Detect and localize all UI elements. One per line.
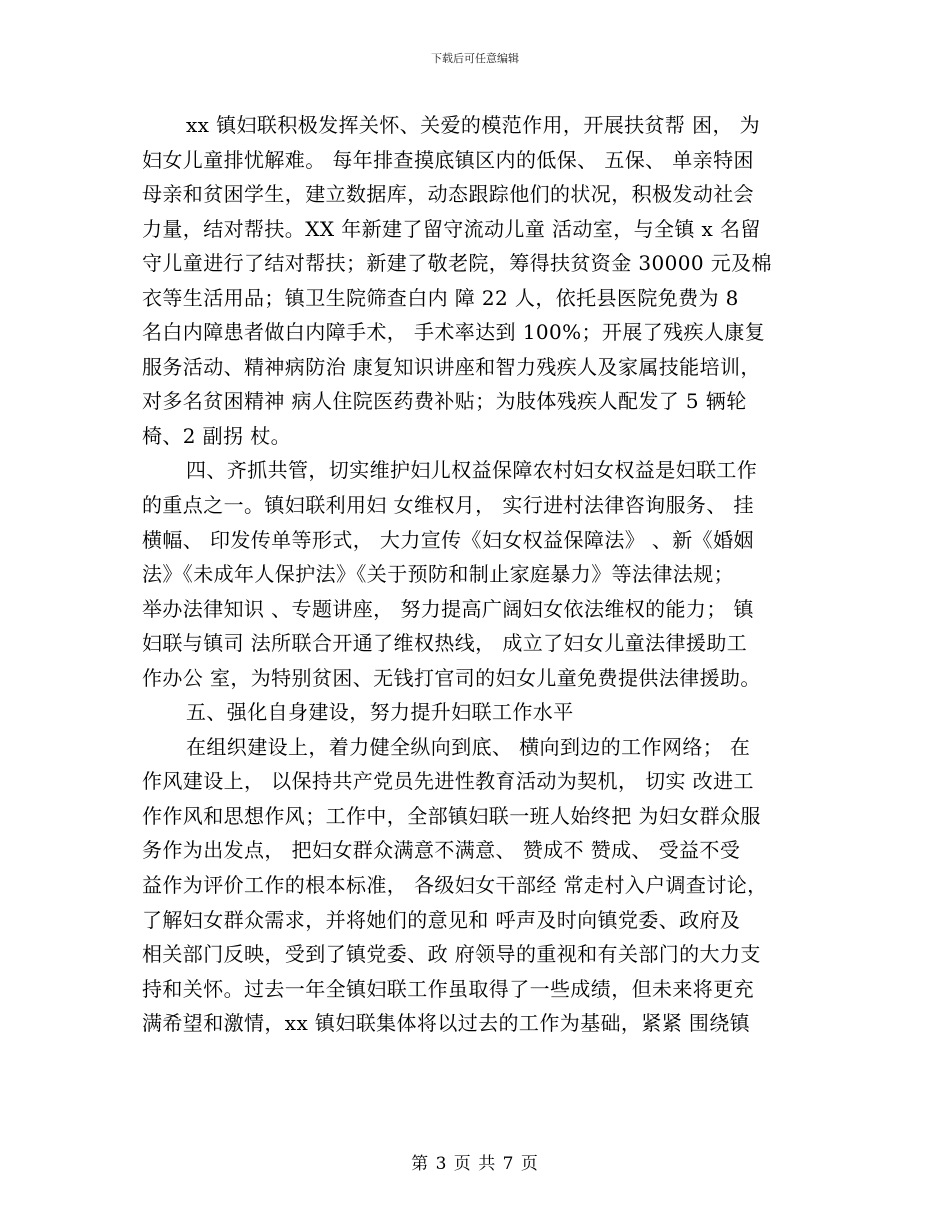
text-line: 持和关怀。过去一年全镇妇联工作虽取得了一些成绩，但未来将更充 <box>142 976 754 1001</box>
text-line: 守儿童进行了结对帮扶；新建了敬老院，筹得扶贫资金 30000 元及棉 <box>142 251 772 276</box>
text-line: 妇女儿童排忧解难。 每年排查摸底镇区内的低保、 五保、 单亲特困 <box>142 147 754 172</box>
text-line: 衣等生活用品；镇卫生院筛查白内 障 22 人，依托县医院免费为 8 <box>142 285 739 310</box>
text-line: 母亲和贫困学生，建立数据库，动态跟踪他们的状况，积极发动社会 <box>142 182 754 207</box>
document-body <box>142 108 810 1041</box>
page-number: 第 3 页 共 7 页 <box>411 1154 539 1174</box>
text-line: 满希望和激情，xx 镇妇联集体将以过去的工作为基础，紧紧 围绕镇 <box>142 1011 751 1036</box>
text-line: 作办公 室，为特别贫困、无钱打官司的妇女儿童免费提供法律援助。 <box>142 665 761 690</box>
text-line: 作作风和思想作风；工作中，全部镇妇联一班人始终把 为妇女群众服 <box>142 803 761 828</box>
text-line: 了解妇女群众需求，并将她们的意见和 呼声及时向镇党委、政府及 <box>142 907 741 932</box>
text-line: 作风建设上， 以保持共产党员先进性教育活动为契机， 切实 改进工 <box>142 769 754 794</box>
text-line: 椅、2 副拐 杖。 <box>142 423 292 448</box>
text-line: 相关部门反映，受到了镇党委、政 府领导的重视和有关部门的大力支 <box>142 942 761 967</box>
page-header: 下载后可任意编辑 <box>431 52 519 65</box>
text-line: 横幅、 印发传单等形式， 大力宣传《妇女权益保障法》 、新《婚姻 <box>142 527 754 552</box>
text-line: 服务活动、精神病防治 康复知识讲座和智力残疾人及家属技能培训， <box>142 354 761 379</box>
section-heading-line: 四、齐抓共管，切实维护妇儿权益保障农村妇女权益是妇联工作 <box>186 458 758 483</box>
text-line: 名白内障患者做白内障手术， 手术率达到 100%；开展了残疾人康复 <box>142 320 766 345</box>
text-line: 对多名贫困精神 病人住院医药费补贴；为肢体残疾人配发了 5 辆轮 <box>142 389 747 414</box>
text-line: 务作为出发点， 把妇女群众满意不满意、 赞成不 赞成、 受益不受 <box>142 838 741 863</box>
text-line: 在组织建设上，着力健全纵向到底、 横向到边的工作网络； 在 <box>186 734 751 759</box>
text-line: 的重点之一。镇妇联利用妇 女维权月， 实行进村法律咨询服务、 挂 <box>142 493 754 518</box>
text-line: 妇联与镇司 法所联合开通了维权热线， 成立了妇女儿童法律援助工 <box>142 631 748 656</box>
text-line: 法》《未成年人保护法》《关于预防和制止家庭暴力》等法律法规； <box>142 562 734 587</box>
section-heading: 五、强化自身建设，努力提升妇联工作水平 <box>186 700 574 725</box>
text-line: 益作为评价工作的根本标准， 各级妇女干部经 常走村入户调查讨论， <box>142 873 768 898</box>
text-line: 力量，结对帮扶。XX 年新建了留守流动儿童 活动室，与全镇 x 名留 <box>142 216 761 241</box>
text-line: 举办法律知识 、专题讲座， 努力提高广阔妇女依法维权的能力； 镇 <box>142 596 754 621</box>
text-line: xx 镇妇联积极发挥关怀、关爱的模范作用，开展扶贫帮 困， 为 <box>186 113 761 137</box>
